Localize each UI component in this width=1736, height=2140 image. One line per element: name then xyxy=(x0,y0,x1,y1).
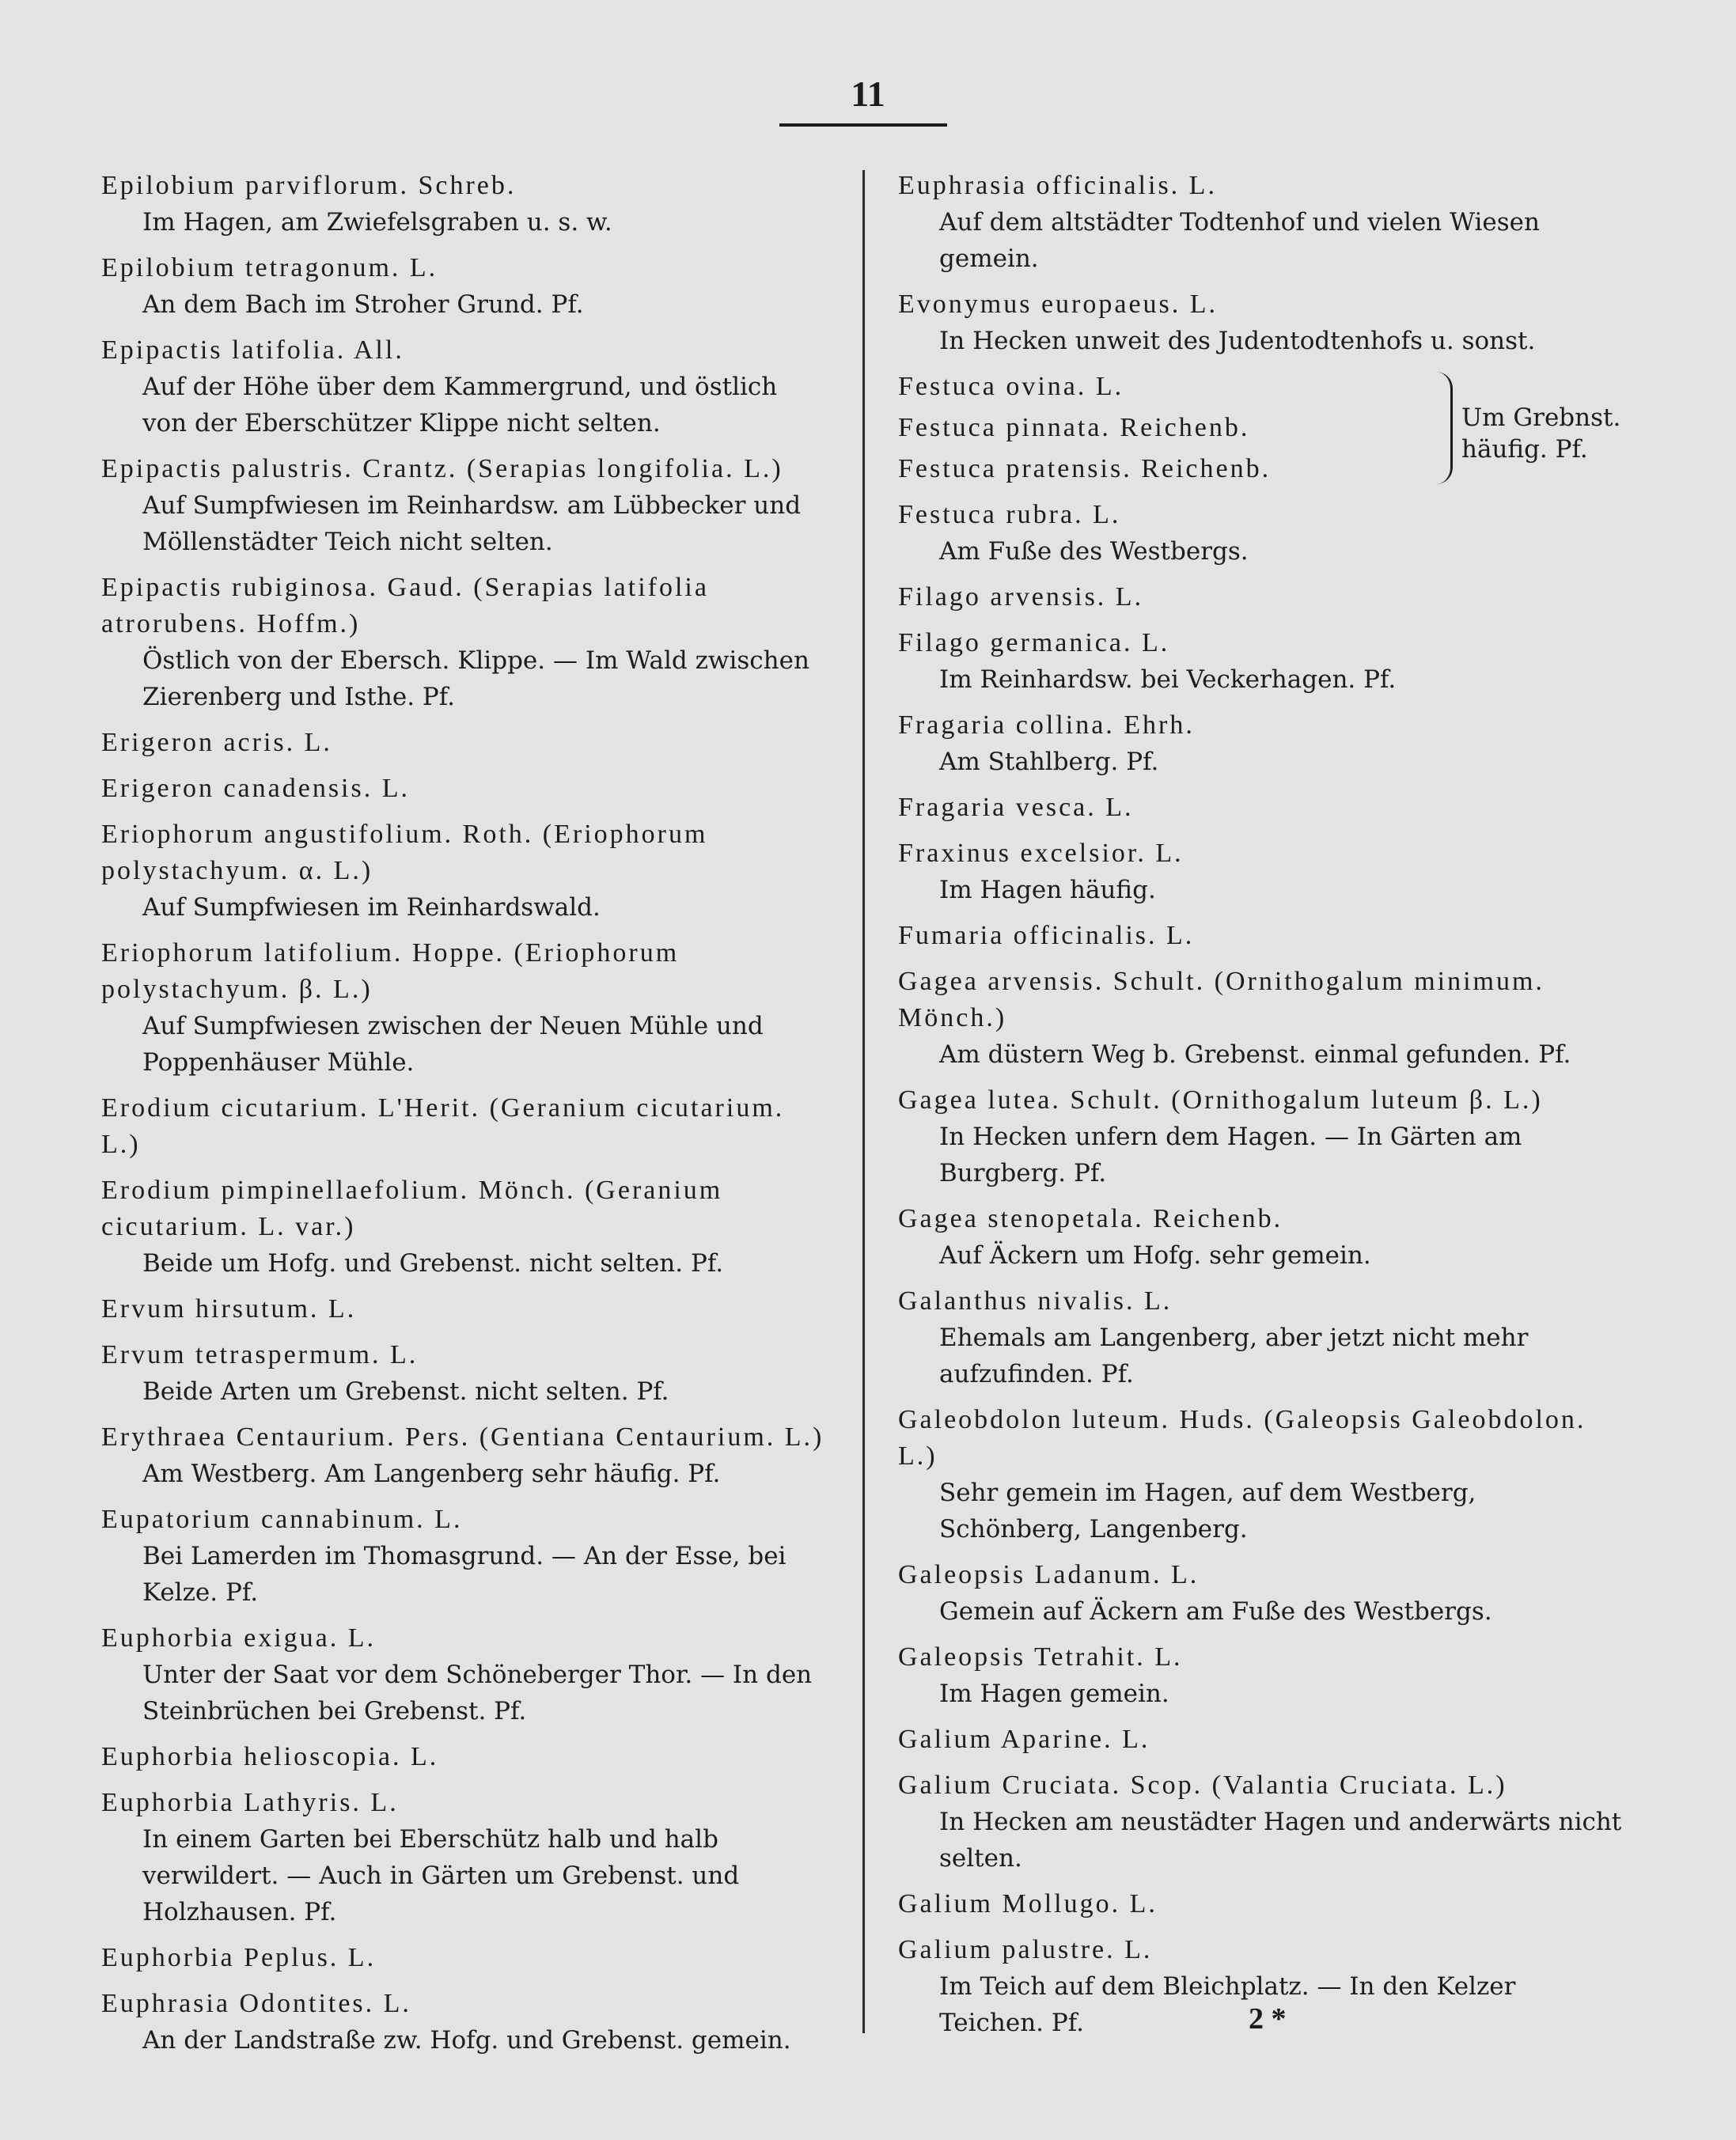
species-name: Ervum hirsutum. L. xyxy=(101,1294,357,1324)
species-name: Galium Aparine. L. xyxy=(898,1725,1150,1754)
species-name: Festuca rubra. L. xyxy=(898,500,1121,529)
habitat-note: Im Hagen gemein. xyxy=(939,1680,1169,1708)
habitat-note: Sehr gemein im Hagen, auf dem Westberg, Schönberg, Langenberg. xyxy=(939,1479,1476,1543)
festuca-group xyxy=(898,369,1626,487)
species-name: Festuca pratensis. Reichenb. xyxy=(898,454,1272,483)
list-item xyxy=(101,1291,825,1328)
species-name: Fragaria collina. Ehrh. xyxy=(898,710,1195,740)
habitat-note: Beide Arten um Grebenst. nicht selten. Pf. xyxy=(142,1377,669,1406)
list-item xyxy=(101,570,825,715)
species-name: Fraxinus excelsior. L. xyxy=(898,839,1184,868)
habitat-note: In Hecken unweit des Judentodtenhofs u. sonst. xyxy=(939,327,1536,355)
list-item xyxy=(101,1337,825,1410)
list-item xyxy=(101,1172,825,1282)
right-column-top xyxy=(898,168,1626,359)
list-item xyxy=(898,835,1626,908)
habitat-note: In einem Garten bei Eberschütz halb und halb verwildert. — Auch in Gärten um Grebenst. und Holzhausen. Pf. xyxy=(142,1825,740,1926)
list-item xyxy=(898,625,1626,698)
habitat-note: Ehemals am Langenberg, aber jetzt nicht mehr aufzufinden. Pf. xyxy=(939,1324,1529,1388)
list-item xyxy=(898,1201,1626,1274)
list-item xyxy=(898,1767,1626,1877)
habitat-note: Bei Lamerden im Thomasgrund. — An der Esse, bei Kelze. Pf. xyxy=(142,1542,787,1607)
list-item xyxy=(898,579,1626,615)
species-name: Erodium pimpinellaefolium. Mönch. (Geranium cicutarium. L. var.) xyxy=(101,1176,723,1241)
header-rule xyxy=(779,123,947,127)
species-name: Galeopsis Ladanum. L. xyxy=(898,1560,1200,1589)
species-name: Epipactis rubiginosa. Gaud. (Serapias latifolia atrorubens. Hoffm.) xyxy=(101,573,709,638)
list-item xyxy=(898,286,1626,359)
habitat-note: Am Westberg. Am Langenberg sehr häufig. Pf. xyxy=(142,1460,721,1488)
list-item xyxy=(101,451,825,560)
species-name: Epipactis latifolia. All. xyxy=(101,335,404,365)
habitat-note: Auf Sumpfwiesen im Reinhardswald. xyxy=(142,893,601,922)
species-name: Galanthus nivalis. L. xyxy=(898,1286,1173,1316)
species-name: Epipactis palustris. Crantz. (Serapias longifolia. L.) xyxy=(101,454,783,483)
list-item xyxy=(101,1785,825,1930)
species-name: Euphrasia Odontites. L. xyxy=(101,1989,411,2018)
habitat-note: An dem Bach im Stroher Grund. Pf. xyxy=(142,290,584,319)
list-item xyxy=(898,1082,1626,1191)
habitat-note: Am Fuße des Westbergs. xyxy=(939,537,1249,566)
list-item xyxy=(898,1283,1626,1392)
species-name: Eriophorum angustifolium. Roth. (Eriophorum polystachyum. α. L.) xyxy=(101,820,708,885)
species-name: Gagea stenopetala. Reichenb. xyxy=(898,1204,1283,1233)
list-item xyxy=(898,1557,1626,1630)
habitat-note: Auf Sumpfwiesen zwischen der Neuen Mühle und Poppenhäuser Mühle. xyxy=(142,1012,764,1077)
species-name: Gagea arvensis. Schult. (Ornithogalum minimum. Mönch.) xyxy=(898,967,1545,1032)
page-number: 11 xyxy=(851,74,885,114)
right-column xyxy=(898,168,1626,2051)
list-item xyxy=(898,964,1626,1073)
list-item xyxy=(101,725,825,761)
list-item xyxy=(101,1419,825,1492)
list-item xyxy=(898,1402,1626,1547)
list-item xyxy=(898,168,1626,277)
species-name: Epilobium tetragonum. L. xyxy=(101,253,438,282)
list-item xyxy=(101,1502,825,1611)
species-name: Fragaria vesca. L. xyxy=(898,793,1134,822)
species-name: Galium Mollugo. L. xyxy=(898,1889,1158,1918)
species-name: Euphorbia exigua. L. xyxy=(101,1623,377,1653)
habitat-note: Beide um Hofg. und Grebenst. nicht selten. Pf. xyxy=(142,1249,724,1278)
species-name: Fumaria officinalis. L. xyxy=(898,921,1195,950)
habitat-note: Auf dem altstädter Todtenhof und vielen Wiesen gemein. xyxy=(939,208,1540,273)
signature-mark: 2 * xyxy=(1249,2002,1287,2036)
list-item xyxy=(101,168,825,241)
habitat-note: Auf der Höhe über dem Kammergrund, und östlich von der Eberschützer Klippe nicht selten. xyxy=(142,373,778,437)
species-name: Galeopsis Tetrahit. L. xyxy=(898,1642,1183,1672)
species-name: Euphrasia officinalis. L. xyxy=(898,171,1217,200)
list-item xyxy=(101,1940,825,1976)
habitat-note: Am düstern Weg b. Grebenst. einmal gefunden. Pf. xyxy=(939,1040,1571,1069)
left-column xyxy=(101,168,825,2068)
list-item xyxy=(101,1986,825,2059)
list-item xyxy=(898,1639,1626,1712)
habitat-note: Im Hagen häufig. xyxy=(939,876,1156,904)
habitat-note: Im Hagen, am Zwiefelsgraben u. s. w. xyxy=(142,208,612,237)
species-name: Festuca ovina. L. xyxy=(898,372,1124,401)
species-name: Filago arvensis. L. xyxy=(898,582,1144,612)
list-item xyxy=(101,332,825,441)
habitat-note: Auf Äckern um Hofg. sehr gemein. xyxy=(939,1241,1371,1270)
habitat-note: Unter der Saat vor dem Schöneberger Thor. — In den Steinbrüchen bei Grebenst. Pf. xyxy=(142,1661,813,1725)
list-item xyxy=(101,771,825,807)
column-divider xyxy=(862,170,865,2033)
species-name: Evonymus europaeus. L. xyxy=(898,290,1219,319)
bracket-note: Um Grebnst. häufig. Pf. xyxy=(1461,403,1621,464)
species-name: Euphorbia helioscopia. L. xyxy=(101,1742,439,1771)
species-name: Erodium cicutarium. L'Herit. (Geranium cicutarium. L.) xyxy=(101,1093,785,1159)
species-name: Erythraea Centaurium. Pers. (Gentiana Centaurium. L.) xyxy=(101,1422,824,1452)
species-name: Eupatorium cannabinum. L. xyxy=(101,1505,463,1534)
list-item xyxy=(101,1090,825,1163)
species-name: Eriophorum latifolium. Hoppe. (Eriophorum polystachyum. β. L.) xyxy=(101,938,680,1004)
list-item xyxy=(101,250,825,323)
list-item xyxy=(101,816,825,926)
species-name: Ervum tetraspermum. L. xyxy=(101,1340,419,1369)
curly-bracket xyxy=(1436,372,1453,484)
species-name: Gagea lutea. Schult. (Ornithogalum luteum β. L.) xyxy=(898,1085,1543,1115)
list-item xyxy=(898,1721,1626,1758)
list-item xyxy=(101,1620,825,1729)
habitat-note: In Hecken unfern dem Hagen. — In Gärten am Burgberg. Pf. xyxy=(939,1123,1522,1187)
species-name: Filago germanica. L. xyxy=(898,628,1170,657)
habitat-note: Auf Sumpfwiesen im Reinhardsw. am Lübbecker und Möllenstädter Teich nicht selten. xyxy=(142,491,802,556)
list-item xyxy=(101,1739,825,1775)
list-item xyxy=(898,497,1626,570)
right-column-bottom xyxy=(898,497,1626,2041)
species-name: Euphorbia Lathyris. L. xyxy=(101,1788,399,1817)
habitat-note: Am Stahlberg. Pf. xyxy=(939,748,1159,776)
list-item xyxy=(898,918,1626,954)
habitat-note: Östlich von der Ebersch. Klippe. — Im Wald zwischen Zierenberg und Isthe. Pf. xyxy=(142,646,809,711)
species-name: Galium Cruciata. Scop. (Valantia Cruciata. L.) xyxy=(898,1771,1507,1800)
species-name: Galeobdolon luteum. Huds. (Galeopsis Galeobdolon. L.) xyxy=(898,1405,1586,1471)
habitat-note: Im Teich auf dem Bleichplatz. — In den Kelzer Teichen. Pf. xyxy=(939,1972,1516,2037)
habitat-note: An der Landstraße zw. Hofg. und Grebenst. gemein. xyxy=(142,2026,791,2055)
species-name: Erigeron canadensis. L. xyxy=(101,774,410,803)
list-item xyxy=(898,1886,1626,1922)
list-item xyxy=(898,707,1626,780)
species-name: Epilobium parviflorum. Schreb. xyxy=(101,171,517,200)
habitat-note: In Hecken am neustädter Hagen und anderwärts nicht selten. xyxy=(939,1808,1622,1873)
species-name: Festuca pinnata. Reichenb. xyxy=(898,413,1250,442)
habitat-note: Im Reinhardsw. bei Veckerhagen. Pf. xyxy=(939,665,1397,694)
species-name: Erigeron acris. L. xyxy=(101,728,332,757)
list-item xyxy=(101,935,825,1081)
species-name: Galium palustre. L. xyxy=(898,1935,1153,1964)
list-item xyxy=(898,790,1626,826)
habitat-note: Gemein auf Äckern am Fuße des Westbergs. xyxy=(939,1597,1492,1626)
species-name: Euphorbia Peplus. L. xyxy=(101,1943,377,1972)
